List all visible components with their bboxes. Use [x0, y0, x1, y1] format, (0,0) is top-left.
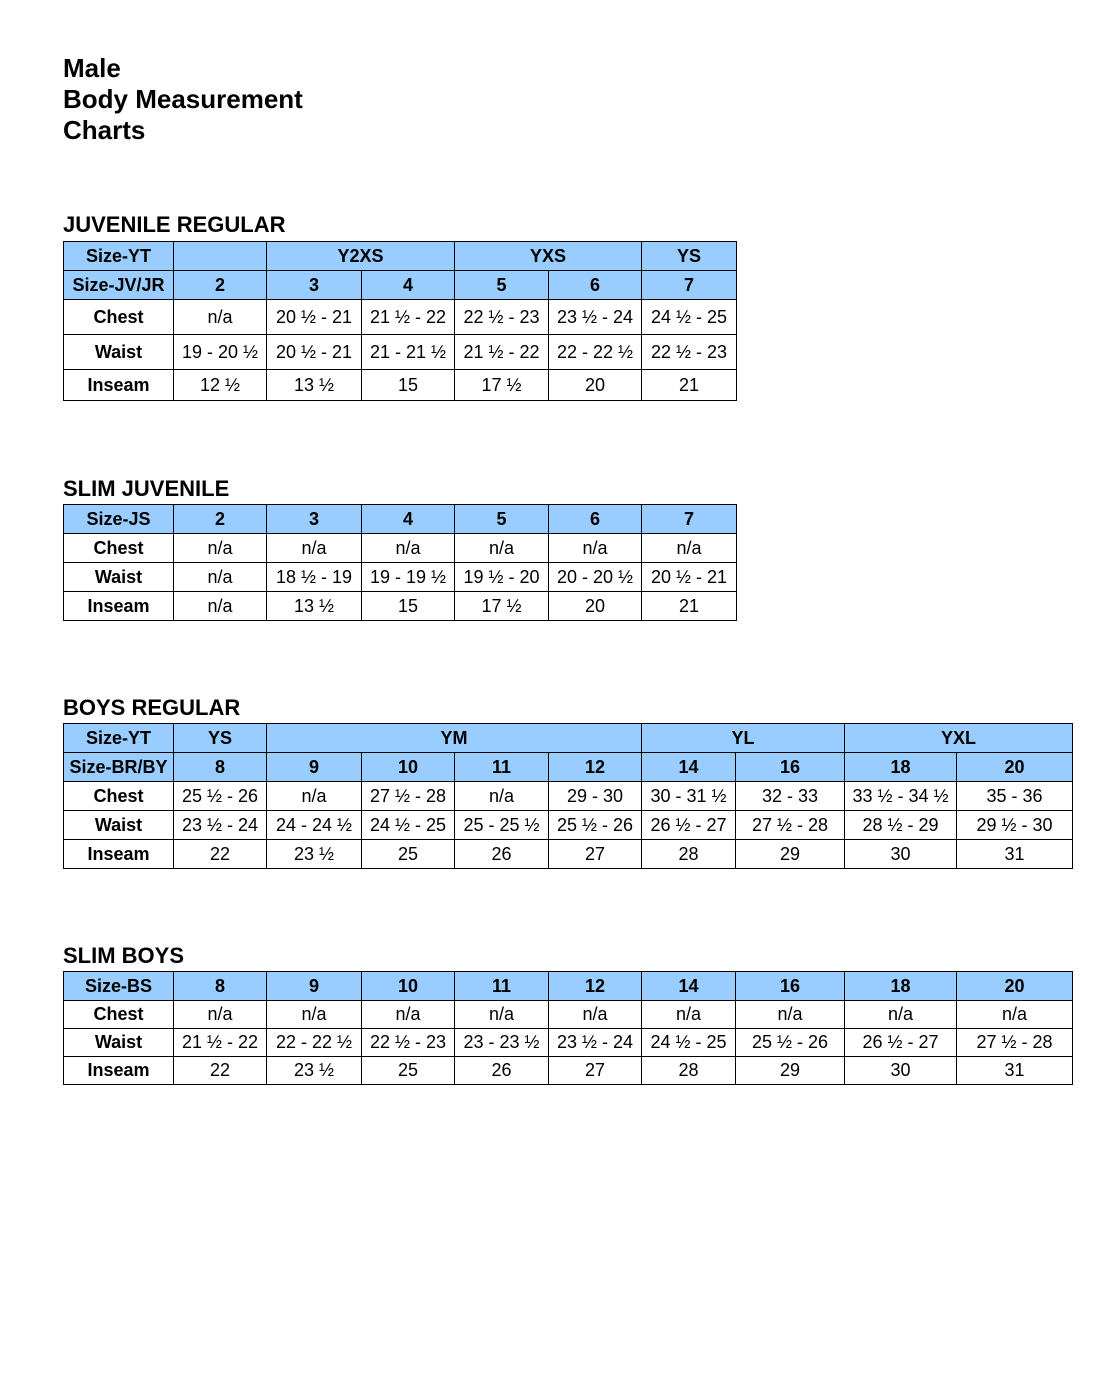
data-cell: n/a [174, 534, 267, 563]
row-header: Size-YT [64, 724, 174, 753]
row-header: Waist [64, 563, 174, 592]
data-cell: 26 ½ - 27 [642, 811, 736, 840]
data-cell: 20 ½ - 21 [267, 300, 362, 335]
table-row [64, 242, 737, 271]
data-cell: 21 ½ - 22 [174, 1029, 267, 1057]
size-cell: 9 [267, 753, 362, 782]
table-row [64, 271, 737, 300]
size-cell: 4 [362, 271, 455, 300]
table-row [64, 972, 1073, 1001]
data-cell: 20 - 20 ½ [549, 563, 642, 592]
data-cell: 27 ½ - 28 [362, 782, 455, 811]
data-cell: 22 - 22 ½ [549, 335, 642, 370]
table-row [64, 811, 1073, 840]
data-cell: 20 ½ - 21 [642, 563, 737, 592]
data-cell: 23 ½ - 24 [549, 1029, 642, 1057]
data-cell: 25 [362, 840, 455, 869]
data-cell: n/a [174, 300, 267, 335]
data-cell: 23 ½ - 24 [549, 300, 642, 335]
size-group-cell: YS [174, 724, 267, 753]
data-cell: 24 - 24 ½ [267, 811, 362, 840]
size-cell: 20 [957, 753, 1073, 782]
size-group-cell: YXS [455, 242, 642, 271]
data-cell: 22 - 22 ½ [267, 1029, 362, 1057]
data-cell: 27 ½ - 28 [736, 811, 845, 840]
table-row [64, 505, 737, 534]
data-cell: 28 [642, 840, 736, 869]
row-header: Waist [64, 1029, 174, 1057]
page-title-line: Charts [63, 115, 146, 145]
data-cell: 30 - 31 ½ [642, 782, 736, 811]
size-group-cell: YL [642, 724, 845, 753]
data-cell: n/a [174, 592, 267, 621]
size-cell: 11 [455, 753, 549, 782]
data-cell: 22 ½ - 23 [455, 300, 549, 335]
data-cell: 35 - 36 [957, 782, 1073, 811]
table-row [64, 300, 737, 335]
data-cell: 33 ½ - 34 ½ [845, 782, 957, 811]
table-row [64, 370, 737, 401]
table-row [64, 1001, 1073, 1029]
juvenile-regular-title: JUVENILE REGULAR [63, 212, 286, 237]
data-cell: n/a [549, 1001, 642, 1029]
size-cell: 8 [174, 972, 267, 1001]
row-header: Chest [64, 1001, 174, 1029]
data-cell: 15 [362, 592, 455, 621]
row-header: Size-BR/BY [64, 753, 174, 782]
size-cell: 20 [957, 972, 1073, 1001]
data-cell: 17 ½ [455, 592, 549, 621]
page-title [63, 53, 303, 146]
table-row [64, 782, 1073, 811]
data-cell: n/a [642, 1001, 736, 1029]
data-cell: 15 [362, 370, 455, 401]
data-cell: 18 ½ - 19 [267, 563, 362, 592]
data-cell: 23 ½ - 24 [174, 811, 267, 840]
size-cell: 12 [549, 972, 642, 1001]
data-cell: 27 [549, 840, 642, 869]
slim-boys-title: SLIM BOYS [63, 943, 185, 968]
data-cell: 27 ½ - 28 [957, 1029, 1073, 1057]
data-cell: n/a [174, 1001, 267, 1029]
data-cell: 31 [957, 840, 1073, 869]
row-header: Size-JV/JR [64, 271, 174, 300]
data-cell: 30 [845, 1057, 957, 1085]
table-row [64, 724, 1073, 753]
data-cell: 22 ½ - 23 [362, 1029, 455, 1057]
size-cell: 10 [362, 753, 455, 782]
data-cell: 23 ½ [267, 840, 362, 869]
juvenile-regular-table [63, 241, 737, 401]
data-cell: 19 - 20 ½ [174, 335, 267, 370]
data-cell: 29 [736, 840, 845, 869]
data-cell: 22 [174, 1057, 267, 1085]
row-header: Chest [64, 300, 174, 335]
data-cell: 21 - 21 ½ [362, 335, 455, 370]
data-cell: 27 [549, 1057, 642, 1085]
size-cell: 14 [642, 753, 736, 782]
size-cell: 5 [455, 271, 549, 300]
table-row [64, 335, 737, 370]
data-cell: 30 [845, 840, 957, 869]
data-cell: 23 - 23 ½ [455, 1029, 549, 1057]
data-cell: 13 ½ [267, 370, 362, 401]
data-cell: 21 [642, 592, 737, 621]
data-cell: n/a [174, 563, 267, 592]
size-cell: 2 [174, 505, 267, 534]
data-cell: n/a [957, 1001, 1073, 1029]
data-cell: 25 - 25 ½ [455, 811, 549, 840]
data-cell: 19 ½ - 20 [455, 563, 549, 592]
data-cell: 24 ½ - 25 [362, 811, 455, 840]
table-row [64, 753, 1073, 782]
data-cell: 20 [549, 370, 642, 401]
data-cell: n/a [455, 534, 549, 563]
row-header: Inseam [64, 592, 174, 621]
data-cell: 26 [455, 840, 549, 869]
size-cell: 2 [174, 271, 267, 300]
row-header: Inseam [64, 370, 174, 401]
data-cell: n/a [267, 782, 362, 811]
size-group-cell [174, 242, 267, 271]
size-cell: 16 [736, 753, 845, 782]
data-cell: 29 [736, 1057, 845, 1085]
size-cell: 16 [736, 972, 845, 1001]
size-cell: 8 [174, 753, 267, 782]
row-header: Size-JS [64, 505, 174, 534]
data-cell: 32 - 33 [736, 782, 845, 811]
data-cell: 21 [642, 370, 737, 401]
data-cell: 22 ½ - 23 [642, 335, 737, 370]
row-header: Inseam [64, 1057, 174, 1085]
data-cell: n/a [455, 1001, 549, 1029]
data-cell: 29 ½ - 30 [957, 811, 1073, 840]
row-header: Size-BS [64, 972, 174, 1001]
row-header: Size-YT [64, 242, 174, 271]
data-cell: n/a [736, 1001, 845, 1029]
row-header: Chest [64, 534, 174, 563]
slim-boys-table [63, 971, 1073, 1085]
data-cell: n/a [455, 782, 549, 811]
size-cell: 12 [549, 753, 642, 782]
size-cell: 10 [362, 972, 455, 1001]
size-cell: 11 [455, 972, 549, 1001]
data-cell: 28 [642, 1057, 736, 1085]
data-cell: 21 ½ - 22 [362, 300, 455, 335]
data-cell: 25 ½ - 26 [549, 811, 642, 840]
size-cell: 18 [845, 753, 957, 782]
size-group-cell: YM [267, 724, 642, 753]
row-header: Chest [64, 782, 174, 811]
size-cell: 6 [549, 505, 642, 534]
size-group-cell: YXL [845, 724, 1073, 753]
row-header: Waist [64, 335, 174, 370]
row-header: Inseam [64, 840, 174, 869]
data-cell: 26 ½ - 27 [845, 1029, 957, 1057]
data-cell: 19 - 19 ½ [362, 563, 455, 592]
size-cell: 14 [642, 972, 736, 1001]
size-cell: 9 [267, 972, 362, 1001]
table-row [64, 534, 737, 563]
slim-juvenile-table [63, 504, 737, 621]
page-title-line: Body Measurement [63, 84, 303, 114]
table-row [64, 840, 1073, 869]
size-group-cell: YS [642, 242, 737, 271]
data-cell: n/a [845, 1001, 957, 1029]
size-cell: 6 [549, 271, 642, 300]
data-cell: 28 ½ - 29 [845, 811, 957, 840]
size-cell: 5 [455, 505, 549, 534]
data-cell: 25 ½ - 26 [174, 782, 267, 811]
table-row [64, 1057, 1073, 1085]
data-cell: 20 ½ - 21 [267, 335, 362, 370]
table-row [64, 1029, 1073, 1057]
data-cell: 17 ½ [455, 370, 549, 401]
data-cell: n/a [267, 1001, 362, 1029]
data-cell: 24 ½ - 25 [642, 300, 737, 335]
data-cell: 12 ½ [174, 370, 267, 401]
data-cell: 24 ½ - 25 [642, 1029, 736, 1057]
table-row [64, 592, 737, 621]
row-header: Waist [64, 811, 174, 840]
data-cell: 22 [174, 840, 267, 869]
boys-regular-table [63, 723, 1073, 869]
data-cell: 23 ½ [267, 1057, 362, 1085]
data-cell: 25 ½ - 26 [736, 1029, 845, 1057]
data-cell: 20 [549, 592, 642, 621]
size-cell: 18 [845, 972, 957, 1001]
size-cell: 3 [267, 505, 362, 534]
data-cell: 13 ½ [267, 592, 362, 621]
size-group-cell: Y2XS [267, 242, 455, 271]
data-cell: n/a [549, 534, 642, 563]
boys-regular-title: BOYS REGULAR [63, 695, 241, 720]
data-cell: 25 [362, 1057, 455, 1085]
size-cell: 7 [642, 505, 737, 534]
data-cell: 21 ½ - 22 [455, 335, 549, 370]
size-cell: 3 [267, 271, 362, 300]
table-row [64, 563, 737, 592]
data-cell: n/a [267, 534, 362, 563]
data-cell: n/a [642, 534, 737, 563]
size-cell: 7 [642, 271, 737, 300]
data-cell: 26 [455, 1057, 549, 1085]
data-cell: 31 [957, 1057, 1073, 1085]
size-cell: 4 [362, 505, 455, 534]
data-cell: n/a [362, 1001, 455, 1029]
data-cell: 29 - 30 [549, 782, 642, 811]
slim-juvenile-title: SLIM JUVENILE [63, 476, 230, 501]
page-title-line: Male [63, 53, 121, 83]
data-cell: n/a [362, 534, 455, 563]
